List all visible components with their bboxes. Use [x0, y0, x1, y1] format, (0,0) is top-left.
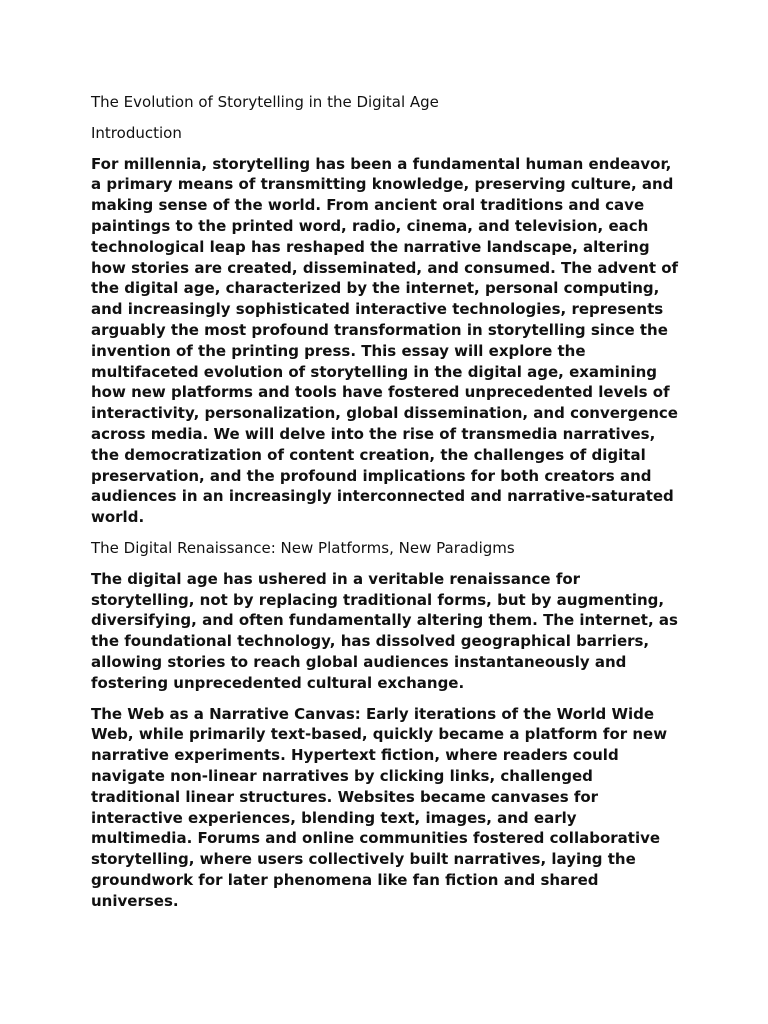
intro-paragraph: For millennia, storytelling has been a fundamental human endeavor, a primary means of transmitting knowledge, preserving culture, and making sense of the world. From ancient oral traditions and cave paintings to the printed word, radio, cinema, and television, each technological leap has reshaped the narrative landscape, altering how stories are created, disseminated, and consumed. The advent of the digital age, characterized by the internet, personal computing, and increasingly sophisticated interactive technologies, represents arguably the most profound transformation in storytelling since the invention of the printing press. This essay will explore the multifaceted evolution of storytelling in the digital age, examining how new platforms and tools have fostered unprecedented levels of interactivity, personalization, global dissemination, and convergence across media. We will delve into the rise of transmedia narratives, the democratization of content creation, the challenges of digital preservation, and the profound implications for both creators and audiences in an increasingly interconnected and narrative-saturated world.	[91, 154, 679, 527]
section-heading-digital-renaissance: The Digital Renaissance: New Platforms, New Paradigms	[91, 538, 515, 557]
document-title: The Evolution of Storytelling in the Digital Age	[91, 93, 439, 111]
section-heading-introduction: Introduction	[91, 123, 182, 142]
document-page	[91, 92, 681, 921]
renaissance-paragraph: The digital age has ushered in a veritable renaissance for storytelling, not by replacing traditional forms, but by augmenting, diversifying, and often fundamentally altering them. The internet, as the foundational technology, has dissolved geographical barriers, allowing stories to reach global audiences instantaneously and fostering unprecedented cultural exchange.	[91, 569, 678, 692]
web-narrative-paragraph: The Web as a Narrative Canvas: Early iterations of the World Wide Web, while primarily text-based, quickly became a platform for new narrative experiments. Hypertext fiction, where readers could navigate non-linear narratives by clicking links, challenged traditional linear structures. Websites became canvases for interactive experiences, blending text, images, and early multimedia. Forums and online communities fostered collaborative storytelling, where users collectively built narratives, laying the groundwork for later phenomena like fan fiction and shared universes.	[91, 704, 668, 910]
